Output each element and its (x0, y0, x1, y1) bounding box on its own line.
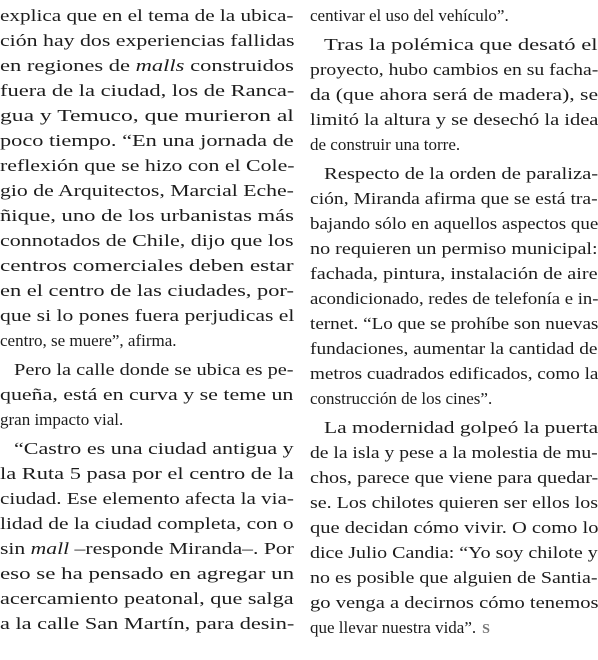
left-column-line: lidad de la ciudad completa, con o (0, 514, 294, 533)
right-column-line: chos, parece que viene para quedar- (310, 468, 598, 487)
right-column-line: metros cuadrados edificados, como la (310, 364, 598, 383)
left-column-line: en el centro de las ciudades, por- (0, 281, 294, 300)
end-of-article-mark: S (482, 622, 489, 637)
left-column-line: “Castro es una ciudad antigua y (14, 439, 294, 458)
right-column-line: go venga a decirnos cómo tenemos (310, 593, 598, 612)
left-column-line: sin mall –responde Miranda–. Por (0, 539, 294, 558)
right-column-line: que llevar nuestra vida”. S (310, 616, 489, 640)
right-column-line: se. Los chilotes quieren ser ellos los (310, 493, 598, 512)
right-column-line: no requieren un permiso municipal: (310, 239, 598, 258)
left-column-line: poco tiempo. “En una jornada de (0, 131, 294, 150)
left-column-line: eso se ha pensado en agregar un (0, 564, 295, 583)
left-column-line: centros comerciales deben estar (0, 256, 294, 275)
right-column-line: proyecto, hubo cambios en su facha- (310, 60, 598, 79)
left-column-line: fuera de la ciudad, los de Ranca- (0, 81, 295, 100)
right-column-line: fundaciones, aumentar la cantidad de (310, 339, 598, 358)
right-column-line: Respecto de la orden de paraliza- (324, 164, 598, 183)
right-column-line: de construir una torre. (310, 135, 461, 154)
left-column-line: ciudad. Ese elemento afecta la via- (0, 489, 294, 508)
right-column-line: fachada, pintura, instalación de aire (310, 264, 598, 283)
right-column-line: centivar el uso del vehículo”. (310, 6, 509, 25)
left-column-line: en regiones de malls construidos (0, 56, 294, 75)
right-column-line: ción, Miranda afirma que se está tra- (310, 189, 598, 208)
left-column-line: connotados de Chile, dijo que los (0, 231, 294, 250)
right-column-line: dice Julio Candia: “Yo soy chilote y (310, 543, 598, 562)
right-column-line: limitó la altura y se desechó la idea (310, 110, 598, 129)
left-column-line: explica que en el tema de la ubica- (0, 6, 294, 25)
left-column-line: acercamiento peatonal, que salga (0, 589, 294, 608)
right-column-line: acondicionado, redes de telefonía e in- (310, 289, 598, 308)
left-column-line: reflexión que se hizo con el Cole- (0, 156, 295, 175)
right-column-line: bajando sólo en aquellos aspectos que (310, 214, 598, 233)
left-column-line: gua y Temuco, que murieron al (0, 106, 294, 125)
right-column-line: construcción de los cines”. (310, 389, 493, 408)
left-column-line: centro, se muere”, afirma. (0, 331, 177, 350)
right-column-line: da (que ahora será de madera), se (310, 85, 598, 104)
left-column-line: gran impacto vial. (0, 410, 124, 429)
left-column-line: ción hay dos experiencias fallidas (0, 31, 295, 50)
left-column-line: a la calle San Martín, para desin- (0, 614, 295, 633)
left-column-line: Pero la calle donde se ubica es pe- (14, 360, 294, 379)
left-column-line: queña, está en curva y se teme un (0, 385, 294, 404)
left-column-line: que si lo pones fuera perjudicas el (0, 306, 295, 325)
right-column-line: de la isla y pese a la molestia de mu- (310, 443, 598, 462)
left-column-line: gio de Arquitectos, Marcial Eche- (0, 181, 294, 200)
left-column-line: ñique, uno de los urbanistas más (0, 206, 294, 225)
right-column-line: no es posible que alguien de Santia- (310, 568, 598, 587)
right-column-line: La modernidad golpeó la puerta (324, 418, 598, 437)
right-column-line: Tras la polémica que desató el (324, 35, 598, 54)
left-column-line: la Ruta 5 pasa por el centro de la (0, 464, 294, 483)
right-column-line: ternet. “Lo que se prohíbe son nuevas (310, 314, 598, 333)
right-column-line: que decidan cómo vivir. O como lo (310, 518, 598, 537)
